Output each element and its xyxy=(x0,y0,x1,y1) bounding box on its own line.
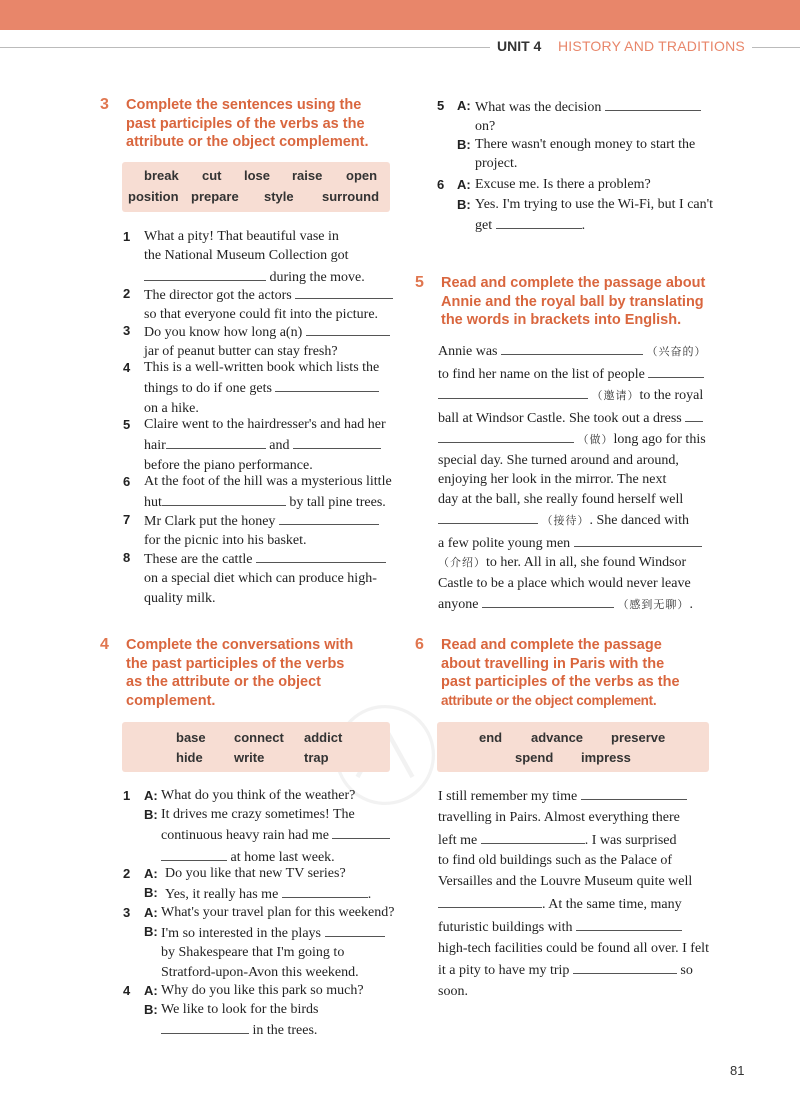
answer-blank[interactable] xyxy=(438,509,538,524)
answer-blank[interactable] xyxy=(166,434,266,449)
speaker-a: A: xyxy=(144,866,158,881)
answer-blank[interactable] xyxy=(581,785,687,800)
speaker-b: B: xyxy=(144,924,158,939)
answer-blank[interactable] xyxy=(605,96,701,111)
speaker-a: A: xyxy=(144,788,158,803)
exercise-number: 3 xyxy=(100,96,109,113)
title-line: Read and complete the passage about xyxy=(441,275,706,291)
answer-blank[interactable] xyxy=(325,922,385,937)
answer-blank[interactable] xyxy=(438,384,588,399)
passage-text: it a pity to have my trip xyxy=(438,963,570,979)
word: open xyxy=(346,168,378,183)
item-text: Stratford-upon-Avon this weekend. xyxy=(161,964,359,980)
answer-blank[interactable] xyxy=(438,428,574,443)
item-number: 3 xyxy=(123,905,131,920)
chinese-hint: （感到无聊） xyxy=(617,599,690,611)
title-line: complement. xyxy=(126,692,216,709)
header-rule xyxy=(0,47,490,48)
item-text: Do you know how long a(n) xyxy=(144,325,303,340)
answer-blank[interactable] xyxy=(501,340,643,355)
item-text: and xyxy=(269,438,290,454)
page-number: 81 xyxy=(730,1063,745,1078)
speaker-a: A: xyxy=(457,98,471,113)
item-text: What do you think of the weather? xyxy=(161,788,356,803)
answer-blank[interactable] xyxy=(144,266,266,281)
answer-blank[interactable] xyxy=(161,846,227,861)
word: base xyxy=(176,730,206,745)
answer-blank[interactable] xyxy=(648,363,704,378)
passage-text: . I was surprised xyxy=(584,832,677,848)
item-text: by Shakespeare that I'm going to xyxy=(161,945,345,961)
word: style xyxy=(264,189,294,204)
item-text: Yes. I'm trying to use the Wi-Fi, but I can't xyxy=(475,197,714,212)
item-number: 1 xyxy=(123,229,131,244)
passage-text: travelling in Pairs. Almost everything there xyxy=(438,809,680,825)
passage-text: special day. She turned around and around, xyxy=(438,452,679,468)
answer-blank[interactable] xyxy=(574,532,702,547)
word: lose xyxy=(244,168,271,183)
passage-text: to the royal xyxy=(639,388,704,403)
item-number: 5 xyxy=(437,98,445,113)
answer-blank[interactable] xyxy=(482,593,614,608)
title-line: as the attribute or the object xyxy=(126,674,321,690)
passage-text: so xyxy=(680,963,693,979)
item-number: 3 xyxy=(123,323,131,338)
word: spend xyxy=(515,750,554,765)
word: prepare xyxy=(191,189,239,204)
chinese-hint: （介绍） xyxy=(438,557,486,569)
title-line: Read and complete the passage xyxy=(441,637,662,653)
answer-blank[interactable] xyxy=(256,548,386,563)
word: preserve xyxy=(611,730,666,745)
answer-blank[interactable] xyxy=(573,959,677,974)
item-text: before the piano performance. xyxy=(144,457,313,473)
chinese-hint: （邀请） xyxy=(591,390,640,402)
item-text: What was the decision xyxy=(475,100,602,115)
passage-text: to find old buildings such as the Palace of xyxy=(438,853,673,869)
answer-blank[interactable] xyxy=(279,510,379,525)
unit-title: HISTORY AND TRADITIONS xyxy=(558,38,745,54)
answer-blank[interactable] xyxy=(332,824,390,839)
unit-label: UNIT 4 xyxy=(497,38,542,54)
word: end xyxy=(479,730,503,745)
word: write xyxy=(234,750,265,765)
speaker-b: B: xyxy=(144,807,158,822)
passage-text: to find her name on the list of people xyxy=(438,366,645,382)
passage xyxy=(438,340,718,616)
item-number: 6 xyxy=(123,474,131,489)
speaker-b: B: xyxy=(144,885,158,900)
answer-blank[interactable] xyxy=(275,377,379,392)
passage-text: Castle to be a place which would never leave xyxy=(438,575,691,591)
item-text: These are the cattle xyxy=(144,552,253,567)
item-text: The director got the actors xyxy=(144,288,292,303)
answer-blank[interactable] xyxy=(306,321,390,336)
passage-text: day at the ball, she really found herself well xyxy=(438,491,684,507)
passage-text: . She danced with xyxy=(589,513,690,528)
passage-text: ball at Windsor Castle. She took out a dress xyxy=(438,410,682,426)
answer-blank[interactable] xyxy=(481,829,585,844)
passage-text: . At the same time, many xyxy=(542,896,682,912)
passage xyxy=(438,785,718,1003)
speaker-a: A: xyxy=(144,983,158,998)
word-box xyxy=(437,722,709,772)
item-text: At the foot of the hill was a mysterious little xyxy=(144,474,392,489)
item-text: Claire went to the hairdresser's and had her xyxy=(144,417,386,432)
title-line: Complete the sentences using the xyxy=(126,97,362,113)
header-rule-right xyxy=(752,47,800,48)
item-text: in the trees. xyxy=(252,1023,318,1039)
answer-blank[interactable] xyxy=(576,916,682,931)
word: cut xyxy=(202,168,222,183)
word: trap xyxy=(304,750,329,765)
item-text: . xyxy=(367,887,372,902)
answer-blank[interactable] xyxy=(438,893,542,908)
exercise-number: 6 xyxy=(415,636,424,653)
word: surround xyxy=(322,189,380,204)
page-header xyxy=(0,30,800,66)
item-text: on? xyxy=(475,119,496,135)
speaker-b: B: xyxy=(457,137,471,152)
speaker-a: A: xyxy=(457,177,471,192)
item-number: 2 xyxy=(123,286,131,301)
title-line: attribute or the object complement. xyxy=(441,692,657,708)
item-text: so that everyone could fit into the picture. xyxy=(144,307,379,323)
passage-text: long ago for this xyxy=(613,432,706,447)
item-number: 5 xyxy=(123,417,131,432)
item-number: 4 xyxy=(123,983,131,998)
passage-text: Annie was xyxy=(438,344,498,359)
title-line: Complete the conversations with xyxy=(126,637,354,653)
item-text: It drives me crazy sometimes! The xyxy=(161,807,355,822)
item-text: hair xyxy=(144,438,166,454)
title-line: attribute or the object complement. xyxy=(126,134,369,150)
exercise-title xyxy=(126,636,353,710)
item-text: by tall pine trees. xyxy=(289,495,386,511)
passage-text: left me xyxy=(438,832,478,848)
speaker-b: B: xyxy=(144,1002,158,1017)
word: addict xyxy=(304,730,343,745)
item-number: 6 xyxy=(437,177,445,192)
item-text: during the move. xyxy=(269,269,365,285)
answer-blank[interactable] xyxy=(161,1019,249,1034)
item-text: at home last week. xyxy=(230,849,335,865)
word: position xyxy=(128,189,179,204)
speaker-b: B: xyxy=(457,197,471,212)
answer-blank[interactable] xyxy=(295,284,393,299)
top-color-bar xyxy=(0,0,800,30)
item-text: project. xyxy=(475,156,518,172)
answer-blank[interactable] xyxy=(496,214,582,229)
item-number: 2 xyxy=(123,866,131,881)
answer-blank[interactable] xyxy=(162,491,286,506)
item-text: jar of peanut butter can stay fresh? xyxy=(144,344,338,360)
item-text: . xyxy=(581,218,586,234)
item-text: What's your travel plan for this weekend? xyxy=(161,905,395,920)
item-text: get xyxy=(475,218,493,234)
word-box xyxy=(122,162,390,212)
passage-text: to her. All in all, she found Windsor xyxy=(486,555,687,570)
passage-text: enjoying her look in the mirror. The next xyxy=(438,472,667,487)
passage-text: I still remember my time xyxy=(438,789,578,804)
passage-text: high-tech facilities could be found all over. I felt xyxy=(438,940,709,956)
title-line: the past participles of the verbs xyxy=(126,655,345,672)
item-text: Yes, it really has me xyxy=(165,887,279,902)
exercise-number: 5 xyxy=(415,274,424,291)
title-line: Annie and the royal ball by translating xyxy=(441,293,704,310)
passage-text: futuristic buildings with xyxy=(438,919,573,935)
item-text: on a hike. xyxy=(144,400,199,416)
item-text: What a pity! That beautiful vase in xyxy=(144,229,339,244)
item-text: I'm so interested in the plays xyxy=(161,926,321,941)
item-text: hut xyxy=(144,495,162,511)
passage-text: a few polite young men xyxy=(438,535,571,551)
speaker-a: A: xyxy=(144,905,158,920)
item-number: 7 xyxy=(123,512,131,527)
item-text: We like to look for the birds xyxy=(161,1002,319,1017)
item-text: quality milk. xyxy=(144,590,216,606)
item-text: Excuse me. Is there a problem? xyxy=(475,177,651,192)
item-text: for the picnic into his basket. xyxy=(144,533,307,549)
word: advance xyxy=(531,730,584,745)
title-line: past participles of the verbs as the xyxy=(441,674,680,690)
item-text: There wasn't enough money to start the xyxy=(475,137,696,152)
answer-blank[interactable] xyxy=(293,434,381,449)
passage-text: anyone xyxy=(438,597,479,612)
item-text: continuous heavy rain had me xyxy=(161,828,329,844)
item-text: Do you like that new TV series? xyxy=(165,866,346,881)
exercise-title xyxy=(441,636,680,710)
item-number: 4 xyxy=(123,360,131,375)
item-text: the National Museum Collection got xyxy=(144,248,349,264)
item-text: Mr Clark put the honey xyxy=(144,514,276,529)
answer-blank[interactable] xyxy=(685,407,703,422)
word: break xyxy=(144,168,179,183)
item-text: Why do you like this park so much? xyxy=(161,983,364,998)
chinese-hint: （做） xyxy=(577,434,614,446)
exercise-title xyxy=(126,96,369,152)
item-text: on a special diet which can produce high- xyxy=(144,571,377,587)
chinese-hint: （接待） xyxy=(541,515,590,527)
word: connect xyxy=(234,730,284,745)
passage-text: . xyxy=(689,597,693,612)
item-text: things to do if one gets xyxy=(144,381,272,397)
item-text: This is a well-written book which lists the xyxy=(144,360,380,375)
word: hide xyxy=(176,750,203,765)
chinese-hint: （兴奋的） xyxy=(646,346,707,358)
passage-text: soon. xyxy=(438,984,468,1000)
exercise-number: 4 xyxy=(100,636,109,653)
word: impress xyxy=(581,750,631,765)
title-line: past participles of the verbs as the xyxy=(126,115,365,132)
item-number: 1 xyxy=(123,788,131,803)
title-line: the words in brackets into English. xyxy=(441,312,682,328)
item-number: 8 xyxy=(123,550,131,565)
title-line: about travelling in Paris with the xyxy=(441,655,665,672)
passage-text: Versailles and the Louvre Museum quite well xyxy=(438,874,693,890)
word: raise xyxy=(292,168,323,183)
answer-blank[interactable] xyxy=(282,883,368,898)
exercise-title xyxy=(441,274,705,330)
word-box xyxy=(122,722,390,772)
